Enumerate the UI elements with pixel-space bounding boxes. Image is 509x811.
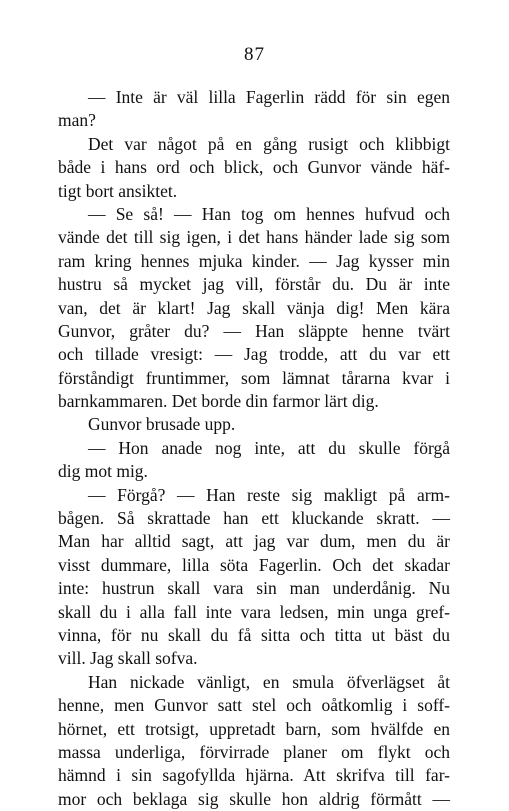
text-line: massa underliga, förvirrade planer om flykt och (58, 741, 450, 762)
text-line: bågen. Så skrattade han ett kluckande skratt. — (58, 508, 450, 529)
text-line: henne, men Gunvor satt stel och oåtkomlig i soff- (58, 695, 450, 716)
text-line: hämnd i sin sagofyllda hjärna. Att skrifva till far- (58, 765, 450, 786)
text-line: skall du i alla fall inte vara ledsen, min unga gref- (58, 601, 450, 622)
text-line: Det var något på en gång rusigt och klibbigt (88, 133, 450, 154)
text-line: Gunvor, gråter du? — Han släppte henne tvärt (58, 320, 450, 341)
text-line: dig mot mig. (58, 461, 148, 482)
text-line: man? (58, 110, 96, 131)
text-line: hustru så mycket jag vill, förstår du. Du är inte (58, 274, 450, 295)
text-line: vände det till sig igen, i det hans händer lade sig som (58, 227, 450, 248)
body-text (58, 86, 450, 811)
text-line: hörnet, ett trotsigt, uppretadt barn, som hvälfde en (58, 718, 450, 739)
text-line: och tillade vresigt: — Jag trodde, att du var ett (58, 344, 450, 365)
text-line: — Inte är väl lilla Fagerlin rädd för sin egen (88, 87, 450, 107)
text-line: — Hon anade nog inte, att du skulle förgå (88, 437, 450, 458)
text-line: både i hans ord och blick, och Gunvor vände häf- (58, 157, 450, 178)
text-line: barnkammaren. Det borde din farmor lärt dig. (58, 391, 379, 412)
text-line: Gunvor brusade upp. (88, 414, 236, 435)
page-number: 87 (244, 44, 265, 65)
text-line: Man har alltid sagt, att jag var dum, men du är (58, 531, 450, 552)
text-line: ram kring hennes mjuka kinder. — Jag kysser min (58, 250, 450, 271)
text-line: — Förgå? — Han reste sig makligt på arm- (88, 484, 450, 505)
text-line: Han nickade vänligt, en smula öfverlägset åt (88, 671, 450, 692)
text-line: visst dummare, lilla söta Fagerlin. Och det skadar (58, 554, 450, 575)
text-line: van, det är klart! Jag skall vänja dig! Men kära (58, 297, 450, 318)
text-line: — Se så! — Han tog om hennes hufvud och (88, 203, 450, 224)
text-line: mor och beklaga sig skulle hon aldrig förmått — (58, 788, 450, 809)
text-line: förståndigt fruntimmer, som lämnat tårarna kvar i (58, 367, 450, 388)
text-line: inte: hustrun skall vara sin man underdånig. Nu (58, 578, 450, 599)
text-line: vill. Jag skall sofva. (58, 648, 198, 669)
text-line: vinna, för nu skall du få sitta och titta ut bäst du (58, 624, 450, 645)
text-line: tigt bort ansiktet. (58, 180, 178, 201)
